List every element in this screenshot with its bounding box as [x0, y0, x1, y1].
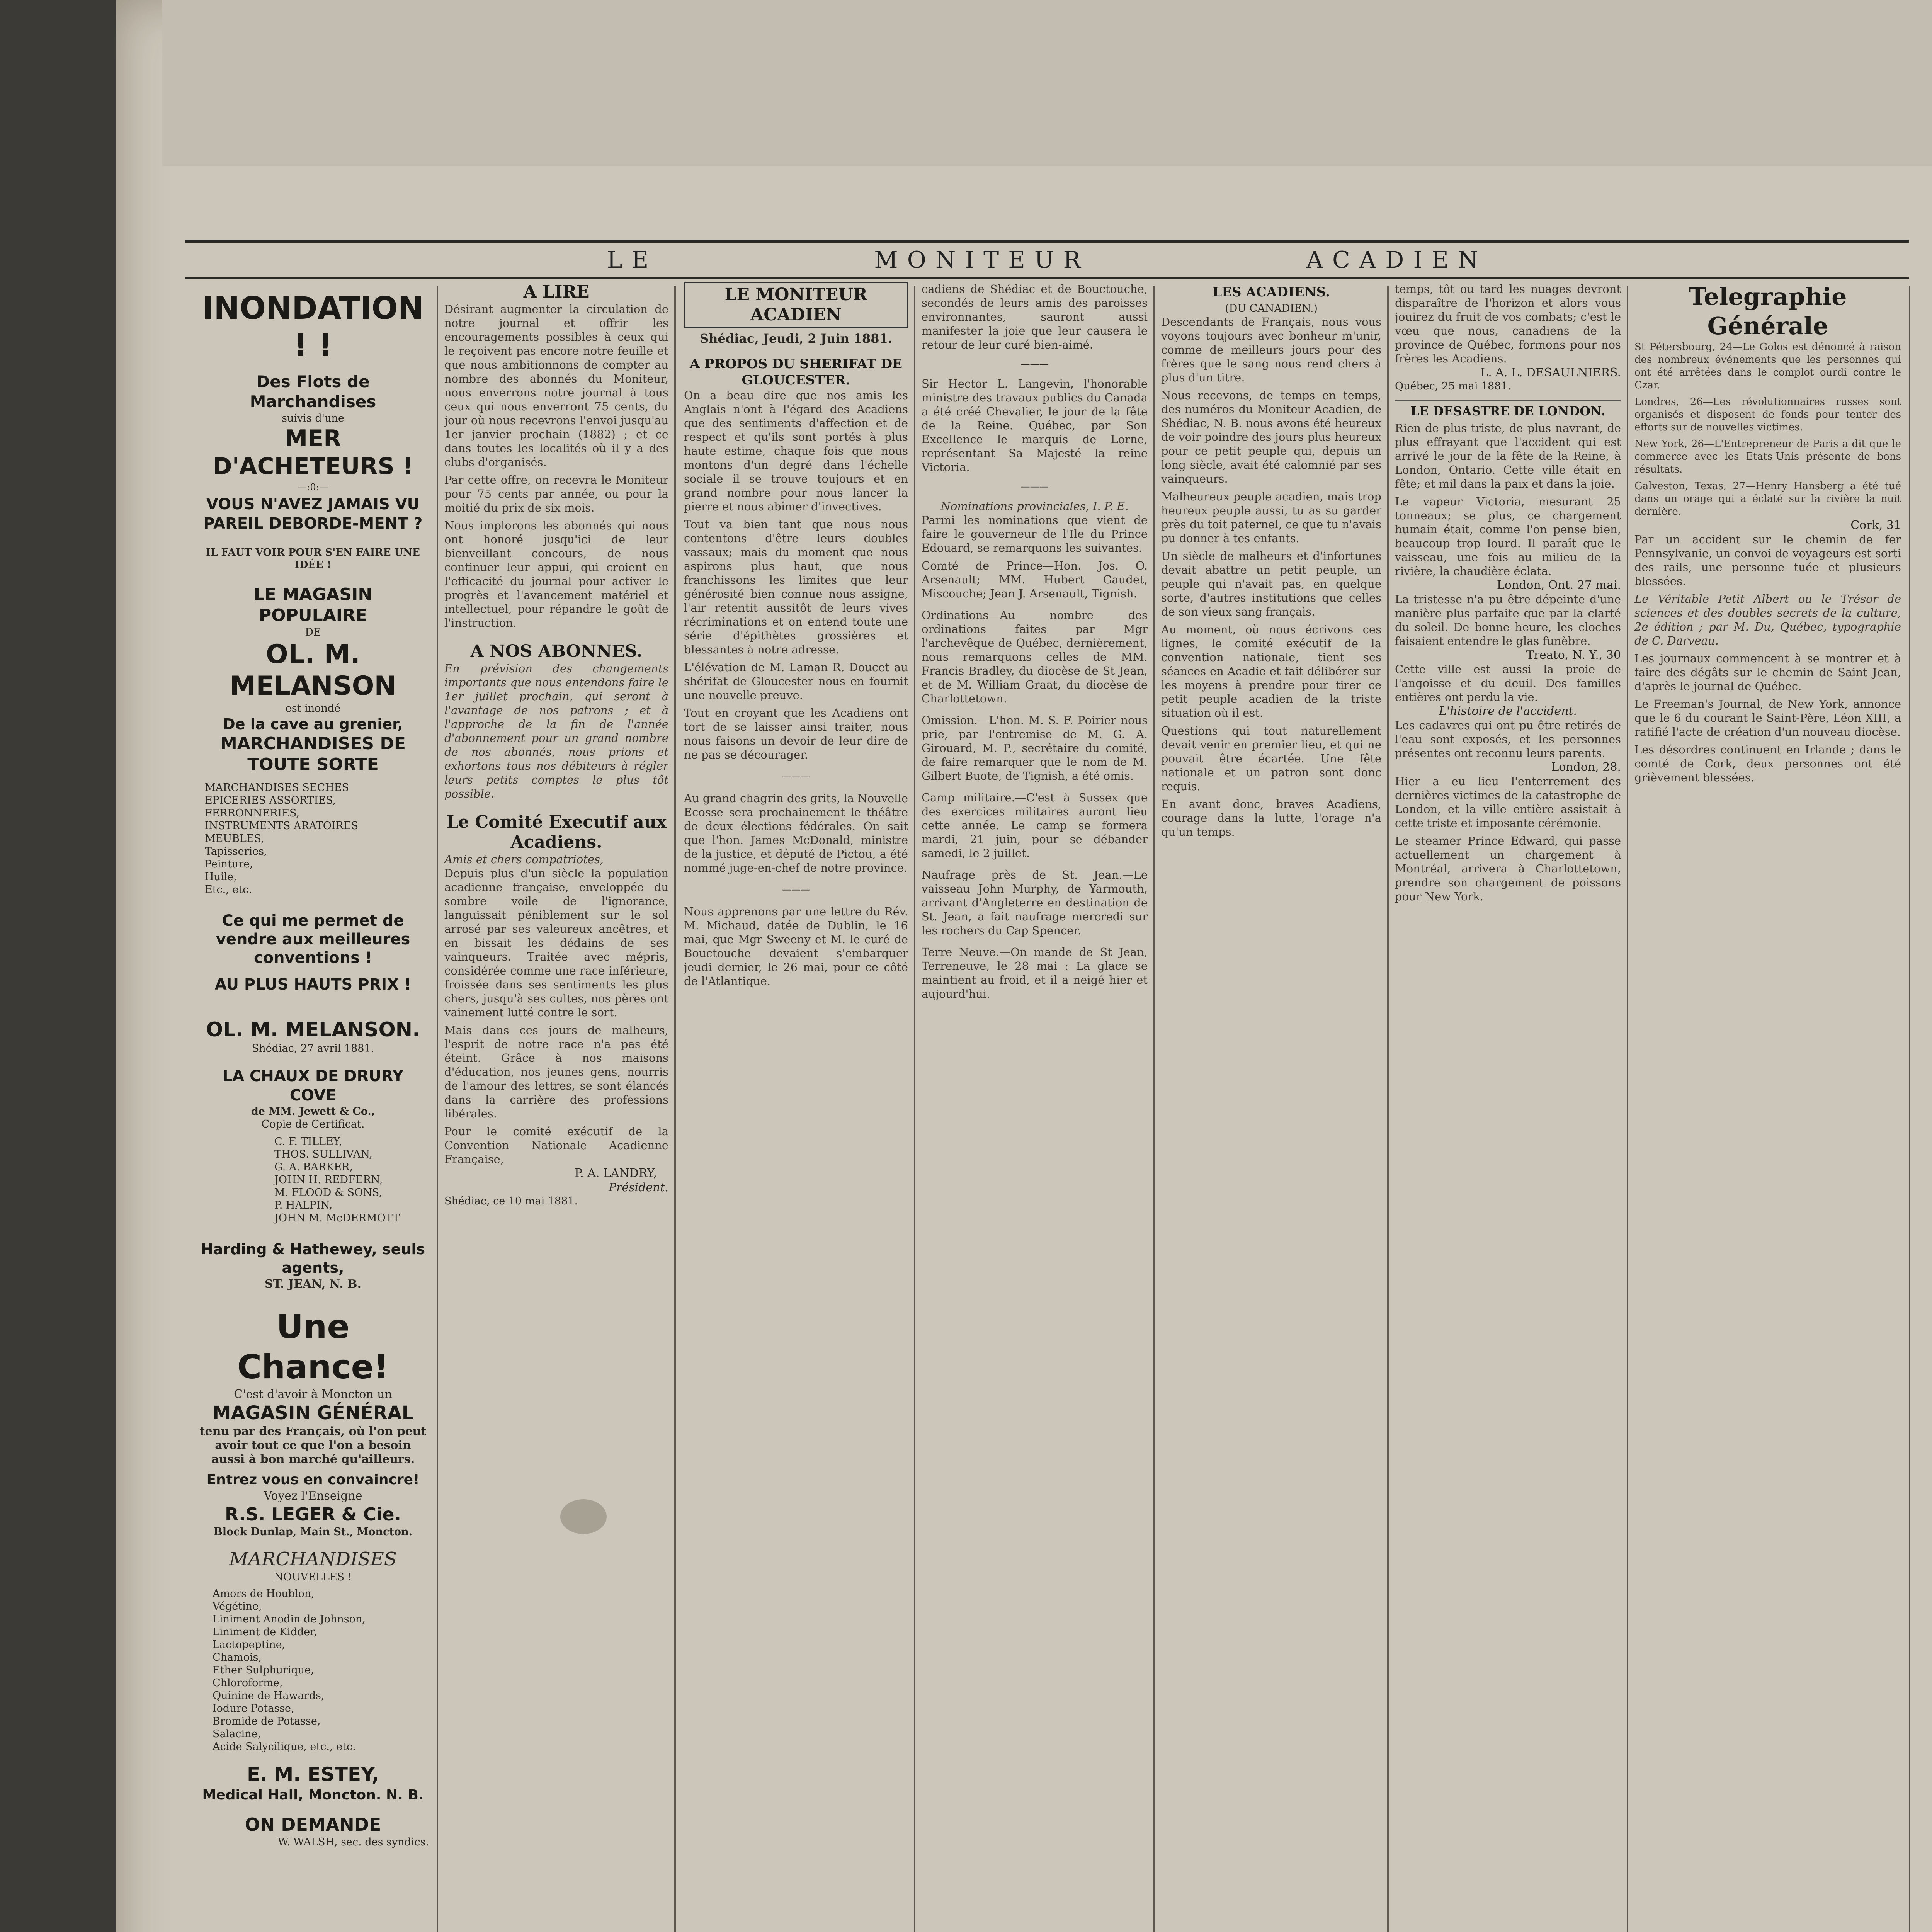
article-paragraph: Depuis plus d'un siècle la population acadienne française, enveloppée du sombre voile de l'ignorance, languissait péniblement sur le sol arrosé par ses valeureux ancêtres, et en bissait les dédains de ses vainqueurs. Traitée avec mépris, considérée comme une race inférieure, froissée dans ses sentiments les plus chers, jusqu'à ses cultes, nos pères ont vainement lutté contre le sort. [444, 867, 668, 1019]
divider: ——— [782, 884, 810, 895]
ad-marchandises2: MARCHANDISES [229, 1548, 397, 1570]
signature: L. A. L. DESAULNIERS. [1480, 366, 1621, 379]
heading-desastre: LE DESASTRE DE LONDON. [1395, 400, 1621, 421]
article-paragraph: Nous apprenons par une lettre du Rév. M. Michaud, datée de Dublin, le 16 mai, que Mgr Sweeny et M. le curé de Bouctouche devaient s'embarquer jeudi dernier, le 26 mai, pour ce côté de l'Atlantique. [684, 905, 908, 988]
dateline: Shédiac, Jeudi, 2 Juin 1881. [700, 331, 892, 346]
ad-jamais: VOUS N'AVEZ JAMAIS VU PAREIL DEBORDE-MENT ? [203, 495, 423, 532]
telegraph-item: New York, 26—L'Entrepreneur de Paris a dit que le commerce avec les Etats-Unis présente de bons résultats. [1634, 438, 1901, 475]
heading-telegraphie: Telegraphie Générale [1689, 282, 1847, 340]
column-rule [674, 286, 676, 1932]
article-paragraph: L'élévation de M. Laman R. Doucet au shérifat de Gloucester nous en fournit une nouvelle preuve. [684, 661, 908, 702]
article-paragraph: Comté de Prince—Hon. Jos. O. Arsenault; MM. Hubert Gaudet, Miscouche; Jean J. Arsenault, Tignish. [922, 559, 1148, 600]
ad-block: Block Dunlap, Main St., Moncton. [213, 1526, 413, 1538]
article-paragraph: Sir Hector L. Langevin, l'honorable ministre des travaux publics du Canada a été créé Chevalier, le jour de la fête de la Reine. Québec, par Son Excellence le marquis de Lorne, représentant Sa Majesté la reine Victoria. [922, 377, 1148, 474]
article-paragraph: Nous recevons, de temps en temps, des numéros du Moniteur Acadien, de Shédiac, N. B. nous avons été heureux de voir poindre des jours plus heureux pour ce petit peuple qui, depuis un long siècle, avait été calomnié par ses vainqueurs. [1161, 389, 1381, 485]
article-paragraph: Désirant augmenter la circulation de notre journal et offrir les encouragements possibles à ceux qui le reçoivent pas encore notre feuille et que nous ambitionnons de compter au nombre des abonnés du Moniteur, nous enverrons notre journal à tous ceux qui nous enverront 75 cents, du jour où nous recevrons l'envoi jusqu'au 1er janvier prochain (1882) ; et ce dans toutes les localités où il y a des clubs d'organisés. [444, 303, 668, 469]
telegraph-item: St Pétersbourg, 24—Le Golos est dénoncé à raison des nombreux événements que les personnes qui ont été arrêtées dans le complot ourdi contre le Czar. [1634, 341, 1901, 391]
ad-item: EPICERIES ASSORTIES, [205, 794, 336, 806]
divider: ——— [1020, 359, 1049, 369]
divider: ——— [1020, 481, 1049, 492]
column-rule [1909, 286, 1910, 1932]
article-paragraph: En avant donc, braves Acadiens, courage dans la lutte, l'orage n'a qu'un temps. [1161, 798, 1381, 838]
ad-signer: C. F. TILLEY, [274, 1136, 342, 1148]
ad-date: Shédiac, 27 avril 1881. [252, 1043, 374, 1054]
ad-chance: Une Chance! [237, 1308, 389, 1386]
ad-signer: JOHN M. McDERMOTT [274, 1212, 400, 1224]
ad-remedy: Amors de Houblon, [213, 1588, 315, 1600]
news-column [922, 282, 1148, 1932]
ad-melanson: OL. M. MELANSON [230, 639, 396, 701]
ad-remedy: Végétine, [213, 1600, 262, 1612]
article-paragraph: Par cette offre, on recevra le Moniteur pour 75 cents par année, ou pour la moitié du prix de six mois. [444, 473, 668, 514]
dateline: London, 28. [1551, 760, 1621, 774]
dateline: Québec, 25 mai 1881. [1395, 380, 1511, 392]
article-paragraph: Descendants de Français, nous vous voyons toujours avec bonheur m'unir, comme de meilleurs jours pour des frères que le sang nous rend chers à plus d'un titre. [1161, 315, 1381, 384]
ad-magasin: LE MAGASIN POPULAIRE [253, 585, 372, 625]
article-paragraph: Omission.—L'hon. M. S. F. Poirier nous prie, par l'entremise de M. G. A. Girouard, M. P., secrétaire du comité, de faire remarquer que le nom de M. Gilbert Buote, de Tignish, a été omis. [922, 714, 1148, 782]
ad-cave: De la cave au grenier, [223, 716, 403, 733]
telegraph-column [1634, 282, 1901, 1932]
ad-remedy: Acide Salycilique, etc., etc. [213, 1741, 356, 1753]
article-paragraph: Cette ville est aussi la proie de l'angoisse et du deuil. Des familles entières ont perdu la vie. [1395, 663, 1621, 704]
ad-item: FERRONNERIES, [205, 807, 300, 819]
advertisement-column [197, 282, 429, 1932]
dateline: Treato, N. Y., 30 [1526, 648, 1621, 662]
telegraph-item: Galveston, Texas, 27—Henry Hansberg a été tué dans un orage qui a éclaté sur la rivière la nuit dernière. [1634, 480, 1901, 517]
ad-nouvelles: NOUVELLES ! [274, 1571, 352, 1583]
ad-remedy: Salacine, [213, 1728, 261, 1740]
paper-title: LE MONITEUR ACADIEN [684, 282, 908, 328]
ad-demande: ON DEMANDE [245, 1814, 381, 1835]
article-paragraph: temps, tôt ou tard les nuages devront disparaître de l'horizon et alors vous jouirez du fruit de vos combats; c'est le vœu que nous, canadiens de la province de Québec, formons pour nos frères les Acadiens. [1395, 282, 1621, 365]
masthead-moniteur: MONITEUR [874, 247, 1090, 274]
ad-signer: JOHN H. REDFERN, [274, 1174, 383, 1186]
ad-idee: IL FAUT VOIR POUR S'EN FAIRE UNE IDÉE ! [206, 547, 420, 571]
telegraph-item: Londres, 26—Les révolutionnaires russes sont organisés et disposent de fonds pour tenter des efforts sur de nouvelles victimes. [1634, 396, 1901, 433]
article-paragraph: On a beau dire que nos amis les Anglais n'ont à l'égard des Acadiens que des sentiments d'affection et de respect et qu'ils sont portés à plus haute estime, chaque fois que nous montons d'un degré dans l'échelle sociale il se trouve toujours et en grand nombre pour nous lancer la pierre et nous abîmer d'invectives. [684, 389, 908, 513]
article-paragraph: Au moment, où nous écrivons ces lignes, le comité exécutif de la convention nationale, tient ses séances en Acadie et fait délibérer sur les moyens à prendre pour tirer ce petit peuple acadien de la triste situation où il est. [1161, 623, 1381, 719]
article-paragraph: Le vapeur Victoria, mesurant 25 tonneaux; se plus, ce chargement humain était, comme l'on pense bien, beaucoup trop lourd. Il paraît que le vaisseau, une fois au milieu de la rivière, la chaudière éclata. [1395, 495, 1621, 578]
column-rule [437, 286, 438, 1932]
divider: ——— [782, 771, 810, 782]
ad-walsh: W. WALSH, sec. des syndics. [277, 1836, 429, 1848]
ad-chaux: LA CHAUX DE DRURY COVE [222, 1067, 404, 1104]
ad-signer: P. HALPIN, [274, 1199, 333, 1211]
heading-alire: A LIRE [523, 282, 590, 302]
ad-remedy: Bromide de Potasse, [213, 1715, 321, 1727]
ad-remedy: Chamois, [213, 1651, 262, 1663]
paper-fold [162, 0, 1932, 166]
ad-item: MARCHANDISES SECHES [205, 782, 349, 794]
ad-item: Peinture, [205, 858, 253, 870]
divider: —:0:— [298, 482, 328, 493]
ad-signer: G. A. BARKER, [274, 1161, 353, 1173]
ad-suivis: suivis d'une [282, 412, 344, 424]
source: (DU CANADIEN.) [1225, 303, 1318, 315]
salutation: Amis et chers compatriotes, [444, 853, 604, 866]
ad-jewett: de MM. Jewett & Co., [251, 1105, 375, 1117]
article-paragraph: Pour le comité exécutif de la Convention Nationale Acadienne Française, [444, 1125, 668, 1166]
ad-remedy: Ether Sulphurique, [213, 1664, 314, 1676]
ad-de: DE [305, 626, 321, 638]
ad-inonde: est inondé [285, 702, 341, 714]
ad-signer: M. FLOOD & SONS, [274, 1187, 382, 1199]
masthead [185, 240, 1909, 279]
heading-comite: Le Comité Executif aux Acadiens. [446, 812, 667, 852]
ad-entrez: Entrez vous en convaincre! [206, 1472, 420, 1488]
article-paragraph: Parmi les nominations que vient de faire le gouverneur de l'Ile du Prince Edouard, se remarquons les suivantes. [922, 514, 1148, 554]
ad-remedy: Quinine de Hawards, [213, 1690, 325, 1702]
editorial-column [684, 282, 908, 1932]
column-rule [914, 286, 915, 1932]
ad-stjean: ST. JEAN, N. B. [265, 1277, 361, 1291]
article-paragraph: Le Véritable Petit Albert ou le Trésor de sciences et des doubles secrets de la culture, 2e édition ; par M. Du, Québec, typographie de C. Darveau. [1634, 592, 1901, 647]
article-paragraph: Nous implorons les abonnés qui nous ont honoré jusqu'ici de leur bienveillant concours, de nous continuer leur appui, qui croient en l'efficacité du journal pour activer le progrès et l'avancement matériel et intellectuel, pour répandre le goût de l'instruction. [444, 519, 668, 629]
ad-tenu: tenu par des Français, où l'on peut avoir tout ce que l'on a besoin aussi à bon marché qu'ailleurs. [199, 1425, 427, 1466]
ad-remedy: Chloroforme, [213, 1677, 283, 1689]
heading-acadiens: LES ACADIENS. [1213, 284, 1330, 300]
ad-mer: MER D'ACHETEURS ! [213, 425, 413, 480]
article-paragraph: Terre Neuve.—On mande de St Jean, Terreneuve, le 28 mai : La glace se maintient au froid, et il a neigé hier et aujourd'hui. [922, 946, 1148, 1000]
article-paragraph: Un siècle de malheurs et d'infortunes devait abattre un petit peuple, un peuple qui n'avait pas, en quelque sorte, d'autres institutions que celles de son vieux sang français. [1161, 549, 1381, 618]
ad-remedy: Lactopeptine, [213, 1639, 286, 1651]
article-paragraph: Ordinations—Au nombre des ordinations faites par Mgr l'archevêque de Québec, dernièrement, nous remarquons celles de MM. Francis Bradley, du diocèse de St Jean, et de M. William Graat, du diocèse de Charlottetown. [922, 609, 1148, 705]
article-paragraph: Les cadavres qui ont pu être retirés de l'eau sont exposés, et les personnes présentes ont reconnu leurs parents. [1395, 719, 1621, 760]
ad-prix: AU PLUS HAUTS PRIX ! [214, 976, 412, 993]
ad-melanson-sign: OL. M. MELANSON. [206, 1018, 420, 1041]
subheading: L'histoire de l'accident. [1439, 704, 1577, 718]
heading-sherifat: A PROPOS DU SHERIFAT DE GLOUCESTER. [689, 356, 903, 388]
article-paragraph: cadiens de Shédiac et de Bouctouche, secondés de leurs amis des paroisses environnantes, sauront aussi manifester la joie que leur causera le retour de leur curé bien-aimé. [922, 282, 1148, 351]
ad-remedy: Iodure Potasse, [213, 1702, 294, 1714]
signature: P. A. LANDRY, [575, 1167, 657, 1180]
article-paragraph: Mais dans ces jours de malheurs, l'esprit de notre race n'a pas été éteint. Grâce à nos maisons d'éducation, nos jeunes gens, nourris de l'amour des lettres, se sont élancés dans la carrière des professions libérales. [444, 1024, 668, 1120]
masthead-acadien: ACADIEN [1306, 247, 1488, 274]
article-paragraph: Par un accident sur le chemin de fer Pennsylvanie, un convoi de voyageurs est sorti des rails, une personne tuée et plusieurs blessées. [1634, 533, 1901, 588]
article-paragraph: La tristesse n'a pu être dépeinte d'une manière plus parfaite que par la clarté du soleil. De bonne heure, les cloches faisaient entendre le glas funèbre. [1395, 593, 1621, 648]
ad-remedy: Liniment Anodin de Johnson, [213, 1613, 366, 1625]
article-paragraph: Hier a eu lieu l'enterrement des dernières victimes de la catastrophe de London, et la ville entière assistait à cette triste et imposante cérémonie. [1395, 775, 1621, 830]
ad-permet: Ce qui me permet de vendre aux meilleures conventions ! [216, 912, 410, 967]
ad-item: INSTRUMENTS ARATOIRES [205, 820, 359, 832]
ad-item: Tapisseries, [205, 845, 267, 857]
dateline: Shédiac, ce 10 mai 1881. [444, 1195, 578, 1207]
news-column [1161, 282, 1381, 1932]
column-rule [1627, 286, 1628, 1932]
signature-title: Président. [608, 1181, 668, 1194]
ad-inondation: INONDATION ! ! [202, 290, 424, 363]
editorial-column [444, 282, 668, 1932]
dateline: London, Ont. 27 mai. [1497, 578, 1621, 592]
article-paragraph: Rien de plus triste, de plus navrant, de plus effrayant que l'accident qui est arrivé le jour de la fête de la Reine, à London, Ontario. Cette ville était en fête; et mil dans la paix et dans la joie. [1395, 422, 1621, 490]
heading-nominations: Nominations provinciales, I. P. E. [940, 500, 1129, 513]
ad-remedy: Liniment de Kidder, [213, 1626, 317, 1638]
dateline: Cork, 31 [1850, 519, 1901, 532]
article-paragraph: Le steamer Prince Edward, qui passe actuellement un chargement à Montréal, arrivera à Charlottetown, prendre son chargement de poissons pour New York. [1395, 834, 1621, 903]
article-paragraph: Le Freeman's Journal, de New York, annonce que le 6 du courant le Saint-Père, Léon XIII, a ratifié l'acte de création d'un nouveau diocèse. [1634, 697, 1901, 738]
ad-medical: Medical Hall, Moncton. N. B. [202, 1787, 424, 1803]
article-paragraph: Les désordres continuent en Irlande ; dans le comté de Cork, deux personnes ont été grièvement blessées. [1634, 743, 1901, 784]
ad-chance-text: C'est d'avoir à Moncton un [234, 1388, 392, 1401]
ad-item: Huile, [205, 871, 237, 883]
ad-copie: Copie de Certificat. [261, 1118, 365, 1130]
heading-abonnes: A NOS ABONNES. [470, 641, 643, 661]
article-paragraph: Tout va bien tant que nous nous contentons d'être leurs doubles vassaux; mais du moment que nous aspirons plus haut, que nous franchissons les limites que leur générosité bien connue nous assigne, l'air retentit aussitôt de leurs vives récriminations et on entend toute une série d'épithètes grossières et blessantes à notre adresse. [684, 518, 908, 656]
article-paragraph: Au grand chagrin des grits, la Nouvelle Ecosse sera prochainement le théâtre de deux élections fédérales. On sait que l'hon. James McDonald, ministre de la justice, et député de Pictou, a été nommé juge-en-chef de notre province. [684, 792, 908, 874]
ad-enseigne: Voyez l'Enseigne [264, 1489, 362, 1503]
article-paragraph: Tout en croyant que les Acadiens ont tort de se laisser ainsi traiter, nous nous faisons un devoir de leur dire de ne pas se décourager. [684, 706, 908, 761]
ad-estey: E. M. ESTEY, [247, 1763, 379, 1786]
article-paragraph: Les journaux commencent à se montrer et à faire des dégâts sur le chemin de Saint Jean, d'après le journal de Québec. [1634, 652, 1901, 693]
ad-flots: Des Flots de Marchandises [250, 372, 376, 411]
ad-leger: R.S. LEGER & Cie. [224, 1504, 401, 1525]
ad-magasin-general: MAGASIN GÉNÉRAL [212, 1402, 414, 1424]
article-paragraph: Questions qui tout naturellement devait venir en premier lieu, et qui ne pouvait être écartée. Une fête nationale et un patron sont donc requis. [1161, 724, 1381, 793]
article-paragraph: Camp militaire.—C'est à Sussex que des exercices militaires auront lieu cette année. Le camp se formera mardi, 21 juin, pour se débander samedi, le 2 juillet. [922, 791, 1148, 860]
article-paragraph: Naufrage près de St. Jean.—Le vaisseau John Murphy, de Yarmouth, arrivant d'Angleterre en destination de St. Jean, a fait naufrage mercredi sur les rochers du Cap Spencer. [922, 868, 1148, 937]
ad-item: MEUBLES, [205, 833, 264, 845]
ad-marchandises: MARCHANDISES DE TOUTE SORTE [220, 734, 406, 774]
ad-signer: THOS. SULLIVAN, [274, 1148, 372, 1160]
masthead-le: LE [607, 247, 658, 274]
column-rule [1387, 286, 1389, 1932]
column-rule [1153, 286, 1155, 1932]
news-column [1395, 282, 1621, 1932]
article-paragraph: Malheureux peuple acadien, mais trop heureux peuple aussi, tu as su garder près du toit paternel, ce que tu n'avais pu donner à tes enfants. [1161, 490, 1381, 545]
ad-item: Etc., etc. [205, 884, 252, 896]
ad-harding: Harding & Hathewey, seuls agents, [201, 1241, 425, 1276]
article-paragraph: En prévision des changements importants que nous entendons faire le 1er juillet prochain, qui seront à l'avantage de nos patrons ; et à l'approche de la fin de l'année d'abonnement pour un grand nombre de nos abonnés, nous prions et exhortons tous nos débiteurs à régler leurs petits comptes le plus tôt possible. [444, 662, 668, 800]
